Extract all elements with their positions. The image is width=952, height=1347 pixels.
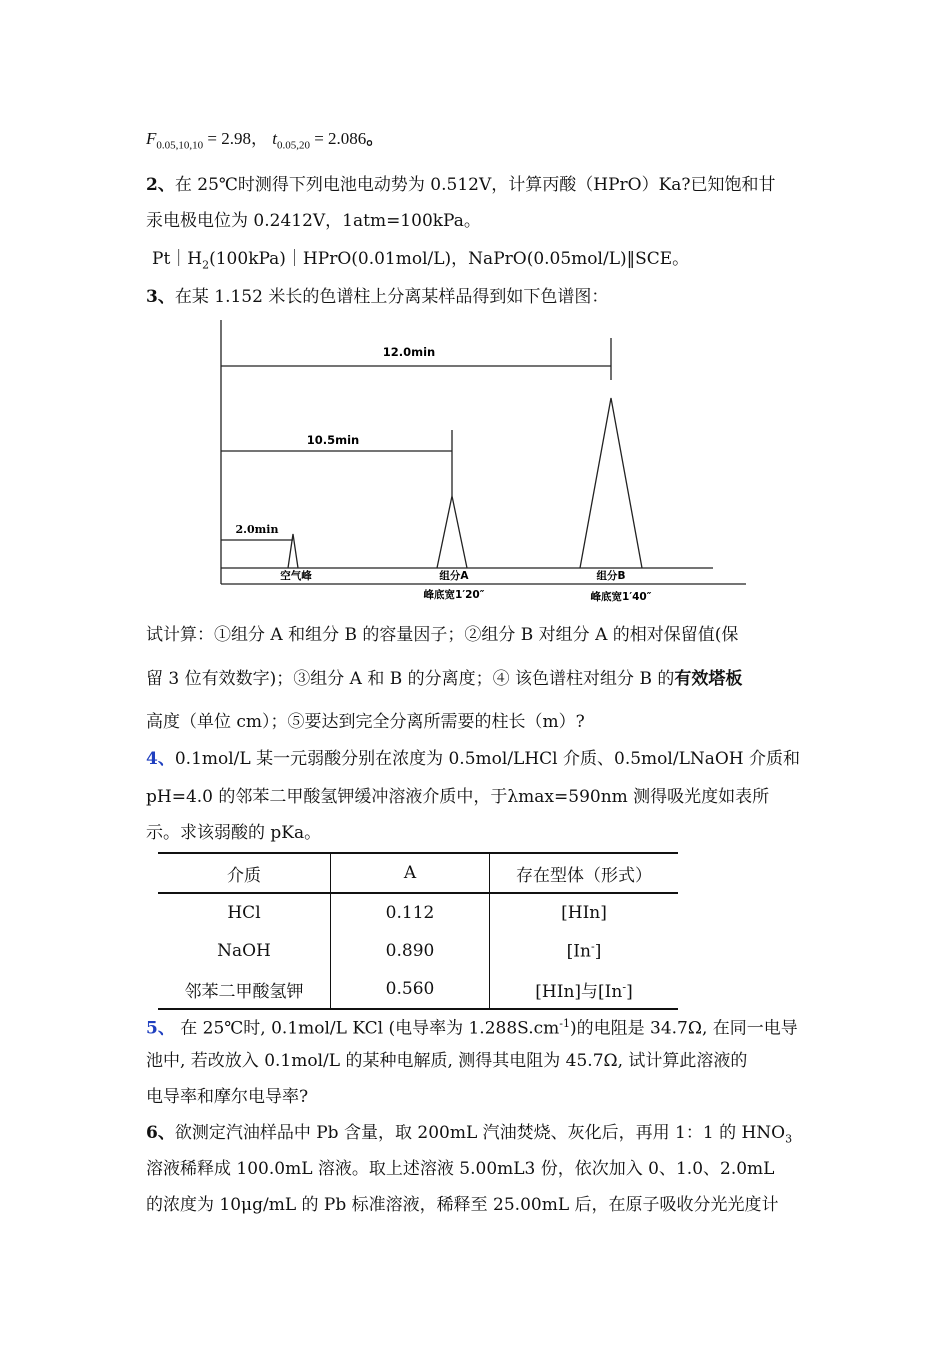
cell-absorbance: 0.890 bbox=[331, 932, 490, 970]
t-subscript: 0.05,20 bbox=[276, 139, 310, 152]
t-symbol: t bbox=[272, 129, 277, 148]
f-subscript: 0.05,10,10 bbox=[156, 139, 204, 152]
q2-cell-notation bbox=[152, 248, 689, 276]
q2-text1: 在 25℃时测得下列电池电动势为 0.512V，计算丙酸（HPrO）Ka?已知饱和甘 bbox=[174, 175, 776, 195]
cell-medium: 邻苯二甲酸氢钾 bbox=[158, 970, 331, 1009]
q6-subscript: 3 bbox=[785, 1132, 793, 1146]
q5-line3: 电导率和摩尔电导率? bbox=[146, 1087, 309, 1107]
q2-line2: 汞电极电位为 0.2412V，1atm=100kPa。 bbox=[146, 211, 481, 231]
header-absorbance: A bbox=[331, 853, 490, 893]
header-medium: 介质 bbox=[158, 853, 331, 893]
table-row bbox=[158, 970, 678, 1009]
separator: ， bbox=[250, 129, 268, 148]
q4-line3: 示。求该弱酸的 pKa。 bbox=[146, 823, 322, 843]
label-2min: 2.0min bbox=[235, 523, 279, 536]
period: 。 bbox=[366, 129, 384, 148]
cell-species: [HIn]与[In-] bbox=[535, 979, 633, 1002]
label-width-a: 峰底宽1′20″ bbox=[423, 589, 485, 601]
q3-text3a: 留 3 位有效数字)；③组分 A 和 B 的分离度；④ 该色谱柱对组分 B 的 bbox=[146, 669, 675, 689]
q5-text1b: )的电阻是 34.7Ω, 在同一电导 bbox=[569, 1018, 798, 1039]
q6-text1a: 欲测定汽油样品中 Pb 含量，取 200mL 汽油焚烧、灰化后，再用 1：1 的 HNO bbox=[174, 1123, 786, 1143]
label-peak-a: 组分A bbox=[439, 570, 469, 582]
air-peak bbox=[288, 534, 298, 568]
q6-line3: 的浓度为 10μg/mL 的 Pb 标准溶液，稀释至 25.00mL 后，在原子吸收分光光度计 bbox=[146, 1195, 779, 1215]
cell-subscript: 2 bbox=[202, 258, 210, 272]
label-peak-b: 组分B bbox=[596, 570, 626, 582]
f-symbol: F bbox=[146, 129, 157, 148]
formula-line bbox=[146, 128, 383, 156]
f-value: = 2.98 bbox=[207, 129, 251, 148]
cell-part-b: (100kPa)｜HPrO(0.01mol/L)，NaPrO(0.05mol/L)‖SCE。 bbox=[209, 249, 690, 269]
peak-b bbox=[580, 398, 642, 568]
label-air-peak: 空气峰 bbox=[280, 570, 312, 582]
cell-absorbance: 0.560 bbox=[331, 970, 490, 1009]
absorbance-table bbox=[158, 852, 678, 1010]
cell-medium: HCl bbox=[158, 893, 331, 932]
q4-line1 bbox=[146, 748, 800, 770]
q4-line2: pH=4.0 的邻苯二甲酸氢钾缓冲溶液介质中，于λmax=590nm 测得吸光度如表所 bbox=[146, 787, 770, 807]
table-row bbox=[158, 932, 678, 970]
label-105min: 10.5min bbox=[306, 433, 360, 447]
q2-number: 2、 bbox=[146, 175, 175, 195]
q5-line2: 池中, 若改放入 0.1mol/L 的某种电解质, 测得其电阻为 45.7Ω, 试计算此溶液的 bbox=[146, 1051, 748, 1071]
cell-species: [In-] bbox=[566, 940, 602, 962]
q6-line2: 溶液稀释成 100.0mL 溶液。取上述溶液 5.00mL3 份，依次加入 0、1.0、2.0mL bbox=[146, 1159, 775, 1179]
q3-number: 3、 bbox=[146, 287, 175, 307]
cell-species: [HIn] bbox=[561, 903, 607, 923]
q5-text1a: 在 25℃时, 0.1mol/L KCl (电导率为 1.288S.cm bbox=[174, 1018, 560, 1039]
q5-superscript: -1 bbox=[559, 1017, 570, 1030]
chromatogram-figure bbox=[205, 318, 750, 606]
q6-line1 bbox=[146, 1122, 792, 1150]
label-12min: 12.0min bbox=[382, 345, 436, 359]
q3-text1: 在某 1.152 米长的色谱柱上分离某样品得到如下色谱图： bbox=[174, 287, 609, 307]
q3-text3b-bold: 有效塔板 bbox=[674, 669, 743, 689]
q6-number: 6、 bbox=[146, 1123, 175, 1143]
label-width-b: 峰底宽1′40″ bbox=[590, 591, 652, 603]
cell-medium: NaOH bbox=[158, 932, 331, 970]
cell-absorbance: 0.112 bbox=[331, 893, 490, 932]
q5-line1 bbox=[146, 1013, 798, 1040]
header-species: 存在型体（形式） bbox=[516, 865, 652, 886]
q3-line4: 高度（单位 cm）；⑤要达到完全分离所需要的柱长（m）? bbox=[146, 712, 585, 732]
q3-line1 bbox=[146, 286, 608, 308]
q5-number: 5、 bbox=[146, 1018, 175, 1039]
table-row bbox=[158, 893, 678, 932]
q4-number: 4、 bbox=[146, 749, 175, 769]
table-header-row bbox=[158, 853, 678, 893]
q2-line1 bbox=[146, 174, 776, 196]
q3-line3 bbox=[146, 668, 742, 690]
q3-line2: 试计算：①组分 A 和组分 B 的容量因子；②组分 B 对组分 A 的相对保留值(保 bbox=[146, 625, 739, 645]
t-value: = 2.086 bbox=[314, 129, 367, 148]
q4-text1: 0.1mol/L 某一元弱酸分别在浓度为 0.5mol/LHCl 介质、0.5mol/LNaOH 介质和 bbox=[174, 749, 801, 769]
cell-part-a: Pt｜H bbox=[152, 249, 203, 269]
peak-a bbox=[437, 496, 467, 568]
